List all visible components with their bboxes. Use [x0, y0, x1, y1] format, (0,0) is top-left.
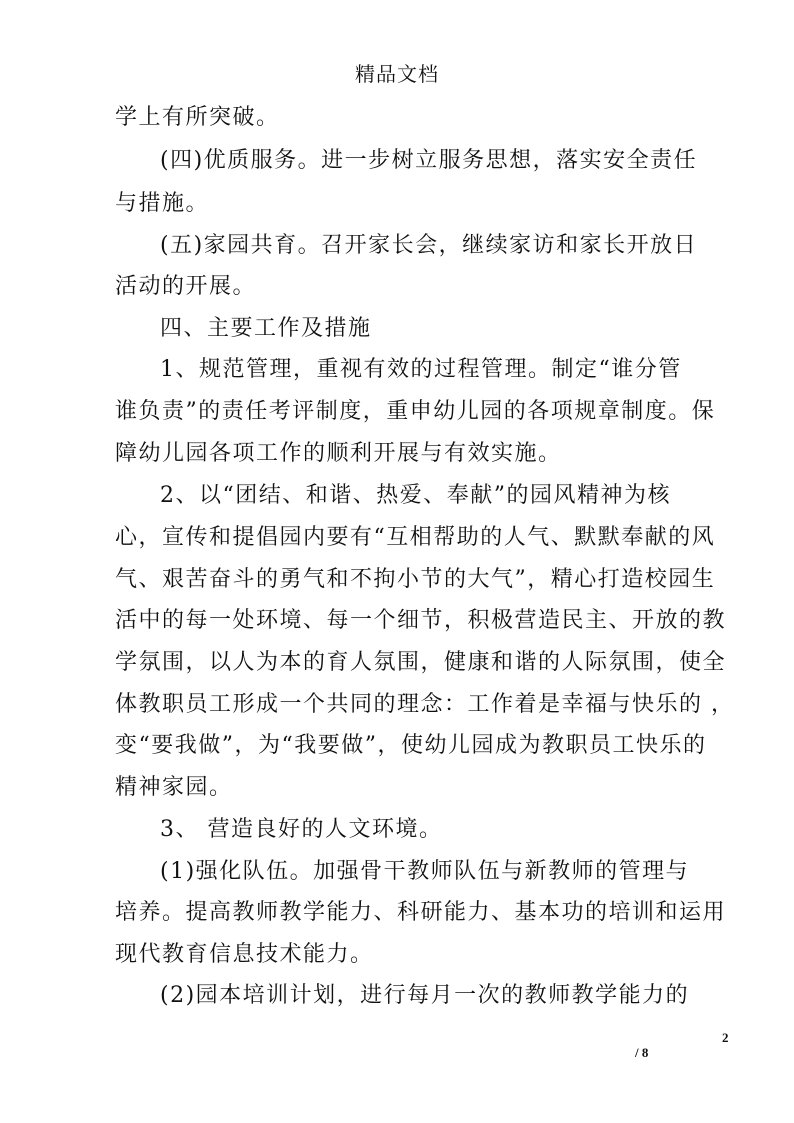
text-line: 与措施。: [115, 191, 210, 216]
page-total: / 8: [635, 1045, 649, 1060]
text-line: (2)园本培训计划，进行每月一次的教师教学能力的: [160, 983, 690, 1008]
text-line: 活中的每一处环境、每一个细节，积极营造民主、开放的教: [115, 608, 727, 633]
page-header-title: 精品文档: [355, 62, 439, 86]
text-line: (1)强化队伍。加强骨干教师队伍与新教师的管理与: [160, 859, 690, 884]
text-line: 气、艰苦奋斗的勇气和不拘小节的大气”，精心打造校园生: [115, 567, 716, 592]
text-line: 培养。提高教师教学能力、科研能力、基本功的培训和运用: [115, 900, 727, 925]
text-line: 变“要我做”，为“我要做”，使幼儿园成为教职员工快乐的: [115, 733, 707, 758]
section-heading: 四、主要工作及措施: [160, 316, 372, 341]
text-line: 精神家园。: [115, 775, 233, 800]
text-line: 2、以“团结、和谐、热爱、奉献”的园风精神为核: [160, 483, 671, 508]
text-line: 谁负责”的责任考评制度，重申幼儿园的各项规章制度。保: [115, 399, 716, 424]
text-line: 心，宣传和提倡园内要有“互相帮助的人气、默默奉献的风: [115, 525, 716, 550]
text-line: (五)家园共育。召开家长会，继续家访和家长开放日: [160, 233, 698, 258]
page-number: 2: [722, 1030, 729, 1045]
text-line: 活动的开展。: [115, 274, 257, 299]
text-line: 障幼儿园各项工作的顺利开展与有效实施。: [115, 441, 562, 466]
text-line: 学氛围，以人为本的育人氛围，健康和谐的人际氛围，使全: [115, 650, 727, 675]
section-heading: 3、 营造良好的人文环境。: [160, 817, 443, 842]
text-line: (四)优质服务。进一步树立服务思想，落实安全责任: [160, 148, 698, 173]
text-line: 1、规范管理，重视有效的过程管理。制定“谁分管: [160, 357, 682, 382]
text-line: 体教职员工形成一个共同的理念：工作着是幸福与快乐的 ，: [115, 692, 735, 717]
text-line: 学上有所突破。: [115, 105, 280, 130]
text-line: 现代教育信息技术能力。: [115, 942, 374, 967]
